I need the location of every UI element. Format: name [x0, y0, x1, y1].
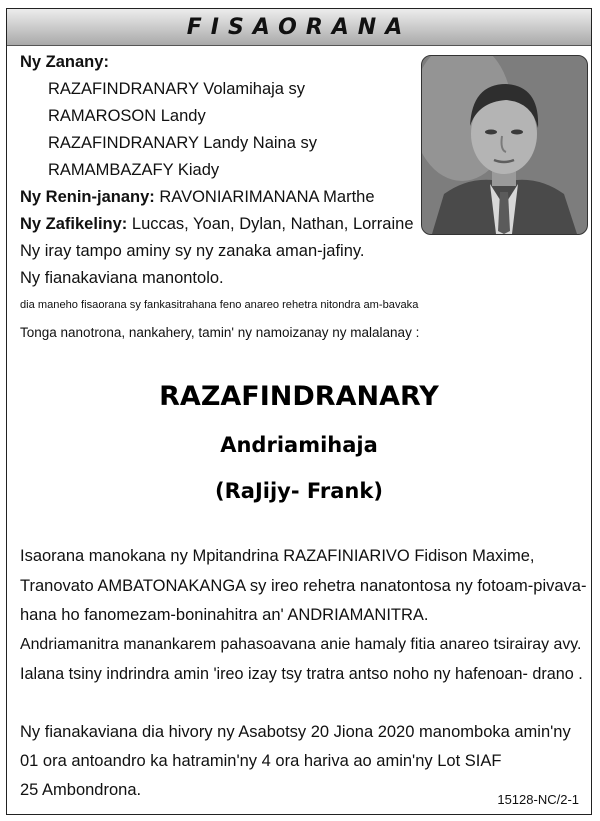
in-law-line [20, 188, 375, 207]
family-line: Tonga nanotrona, nankahery, tamin' ny namoizanay ny malalanay : [20, 325, 420, 340]
announcement-line: 25 Ambondrona. [20, 781, 142, 799]
grandchildren-names: Luccas, Yoan, Dylan, Nathan, Lorraine [131, 215, 414, 233]
family-line: Ny fianakaviana manontolo. [20, 269, 224, 287]
child-name: RAMAROSON Landy [48, 107, 206, 125]
child-name: RAZAFINDRANARY Volamihaja sy [48, 80, 306, 98]
family-line: Ny iray tampo aminy sy ny zanaka aman-jafiny. [20, 242, 365, 260]
thanks-line: Tranovato AMBATONAKANGA sy ireo rehetra nanatontosa ny fotoam-pivava- [20, 577, 587, 595]
thanks-line: Ialana tsiny indrindra amin 'ireo izay tsy tratra antso noho ny hafenoan- drano . [20, 665, 583, 683]
deceased-surname: RAZAFINDRANARY [159, 381, 439, 412]
thanks-line: Andriamanitra manankarem pahasoavana anie hamaly fitia anareo tsirairay avy. [20, 636, 582, 653]
thanks-line: Isaorana manokana ny Mpitandrina RAZAFINIARIVO Fidison Maxime, [20, 547, 535, 565]
family-line: dia maneho fisaorana sy fankasitrahana feno anareo rehetra nitondra am-bavaka [20, 299, 419, 311]
in-law-label: Ny Renin-janany: [20, 188, 155, 206]
child-name: RAZAFINDRANARY Landy Naina sy [48, 134, 317, 152]
announcement-line: 01 ora antoandro ka hatramin'ny 4 ora hariva ao amin'ny Lot SIAF [20, 752, 502, 770]
reference-number: 15128-NC/2-1 [497, 792, 579, 807]
child-name: RAMAMBAZAFY Kiady [48, 161, 220, 179]
children-label: Ny Zanany: [20, 53, 109, 71]
portrait-image [422, 56, 587, 234]
grandchildren-label: Ny Zafikeliny: [20, 215, 128, 233]
thanks-line: hana ho fanomezam-boninahitra an' ANDRIAMANITRA. [20, 606, 429, 624]
obituary-notice [6, 8, 592, 815]
in-law-name: RAVONIARIMANANA Marthe [159, 188, 375, 206]
deceased-nickname: (RaJijy- Frank) [215, 479, 383, 503]
grandchildren-line [20, 215, 414, 234]
deceased-given-name: Andriamihaja [220, 433, 378, 457]
portrait-photo [421, 55, 588, 235]
title-banner [7, 9, 591, 46]
announcement-line: Ny fianakaviana dia hivory ny Asabotsy 20 Jiona 2020 manomboka amin'ny [20, 723, 571, 741]
notice-title: FISAORANA [186, 14, 412, 40]
